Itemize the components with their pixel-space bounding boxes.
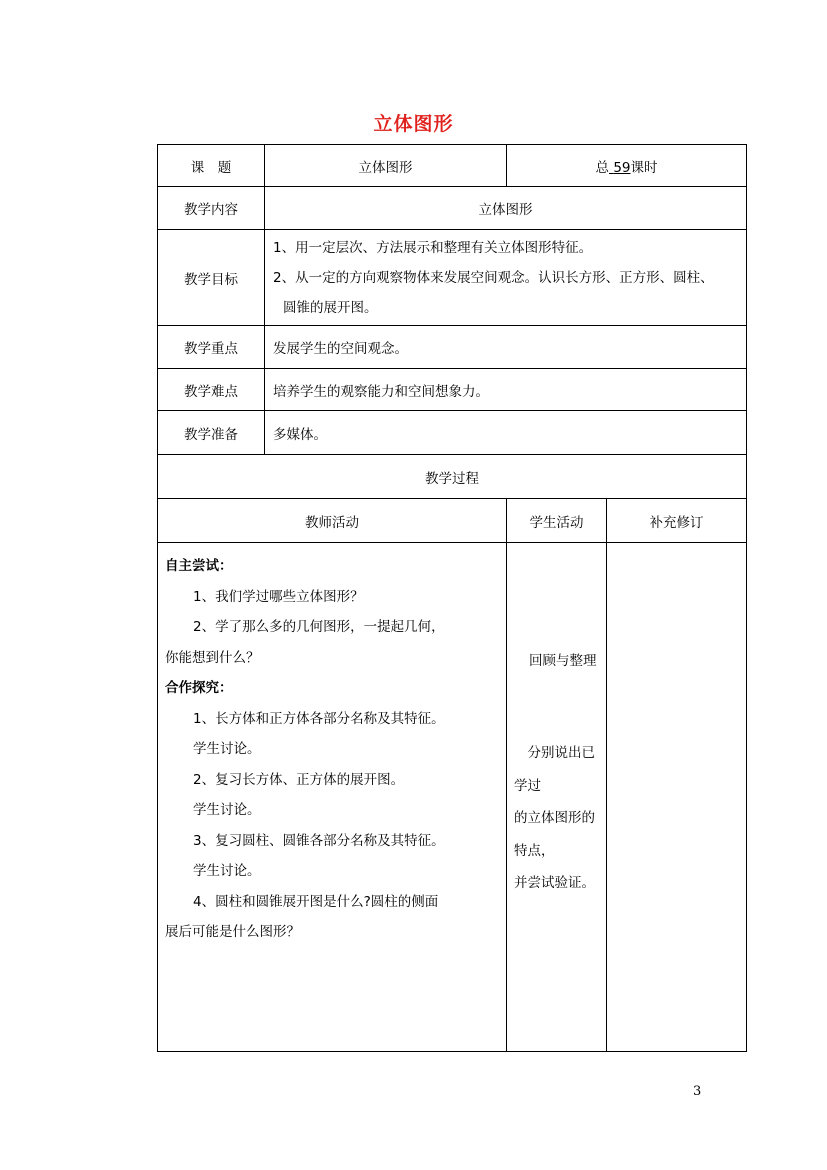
teacher-line: 1、我们学过哪些立体图形？ bbox=[193, 588, 364, 605]
content-label: 教学内容 bbox=[158, 187, 265, 230]
teacher-line: 2、复习长方体、正方体的展开图。 bbox=[193, 771, 405, 788]
col-teacher: 教师活动 bbox=[158, 499, 507, 543]
column-header-row bbox=[158, 499, 747, 543]
teacher-line: 学生讨论。 bbox=[193, 802, 261, 818]
teacher-activity-cell bbox=[158, 543, 507, 1052]
section-heading-coop: 合作探究： bbox=[165, 680, 233, 696]
goal-label: 教学目标 bbox=[158, 230, 265, 326]
teacher-line: 4、圆柱和圆锥展开图是什么?圆柱的侧面 bbox=[193, 893, 439, 910]
content-value: 立体图形 bbox=[265, 187, 747, 230]
lesson-plan-table bbox=[157, 144, 747, 1052]
notes-cell bbox=[607, 543, 747, 1052]
content-row bbox=[158, 187, 747, 230]
focus-row bbox=[158, 326, 747, 369]
teacher-line: 2、学了那么多的几何图形，一提起几何， bbox=[193, 619, 445, 635]
goal-item-2-cont: 圆锥的展开图。 bbox=[283, 299, 378, 316]
student-line: 的立体图形的特点， bbox=[514, 810, 595, 859]
topic-row bbox=[158, 145, 747, 187]
prep-row bbox=[158, 411, 747, 455]
student-line: 并尝试验证。 bbox=[514, 875, 595, 891]
page-number: 3 bbox=[693, 1084, 702, 1099]
activity-row bbox=[158, 543, 747, 1052]
process-label: 教学过程 bbox=[158, 455, 747, 499]
process-row bbox=[158, 455, 747, 499]
col-student: 学生活动 bbox=[507, 499, 607, 543]
prep-label: 教学准备 bbox=[158, 411, 265, 455]
teacher-line: 你能想到什么？ bbox=[165, 649, 260, 666]
topic-value: 立体图形 bbox=[265, 145, 507, 187]
section-heading-self: 自主尝试： bbox=[165, 558, 233, 574]
difficulty-value: 培养学生的观察能力和空间想象力。 bbox=[265, 369, 747, 411]
col-notes: 补充修订 bbox=[607, 499, 747, 543]
lesson-prefix: 总 bbox=[595, 159, 610, 176]
document-title: 立体图形 bbox=[373, 113, 454, 135]
goal-cell bbox=[265, 230, 747, 326]
goal-item-1: 1、用一定层次、方法展示和整理有关立体图形特征。 bbox=[273, 239, 593, 256]
teacher-line: 展后可能是什么图形？ bbox=[165, 924, 300, 940]
student-line: 分别说出已学过 bbox=[514, 745, 595, 794]
teacher-line: 学生讨论。 bbox=[193, 863, 261, 879]
student-review: 回顾与整理 bbox=[529, 653, 597, 669]
teacher-line: 1、长方体和正方体各部分名称及其特征。 bbox=[193, 710, 445, 727]
student-desc bbox=[514, 737, 600, 900]
student-activity-cell bbox=[507, 543, 607, 1052]
difficulty-row bbox=[158, 369, 747, 411]
focus-value: 发展学生的空间观念。 bbox=[265, 326, 747, 369]
prep-value: 多媒体。 bbox=[265, 411, 747, 455]
lesson-count bbox=[507, 145, 747, 187]
teacher-line: 学生讨论。 bbox=[193, 741, 261, 757]
teacher-line: 3、复习圆柱、圆锥各部分名称及其特征。 bbox=[193, 832, 445, 849]
topic-label: 课 题 bbox=[158, 145, 265, 187]
lesson-number: 59 bbox=[613, 159, 631, 176]
goal-row bbox=[158, 230, 747, 326]
difficulty-label: 教学难点 bbox=[158, 369, 265, 411]
goal-item-2: 2、从一定的方向观察物体来发展空间观念。认识长方形、正方形、圆柱、 bbox=[273, 269, 714, 286]
lesson-suffix: 课时 bbox=[630, 159, 658, 176]
focus-label: 教学重点 bbox=[158, 326, 265, 369]
